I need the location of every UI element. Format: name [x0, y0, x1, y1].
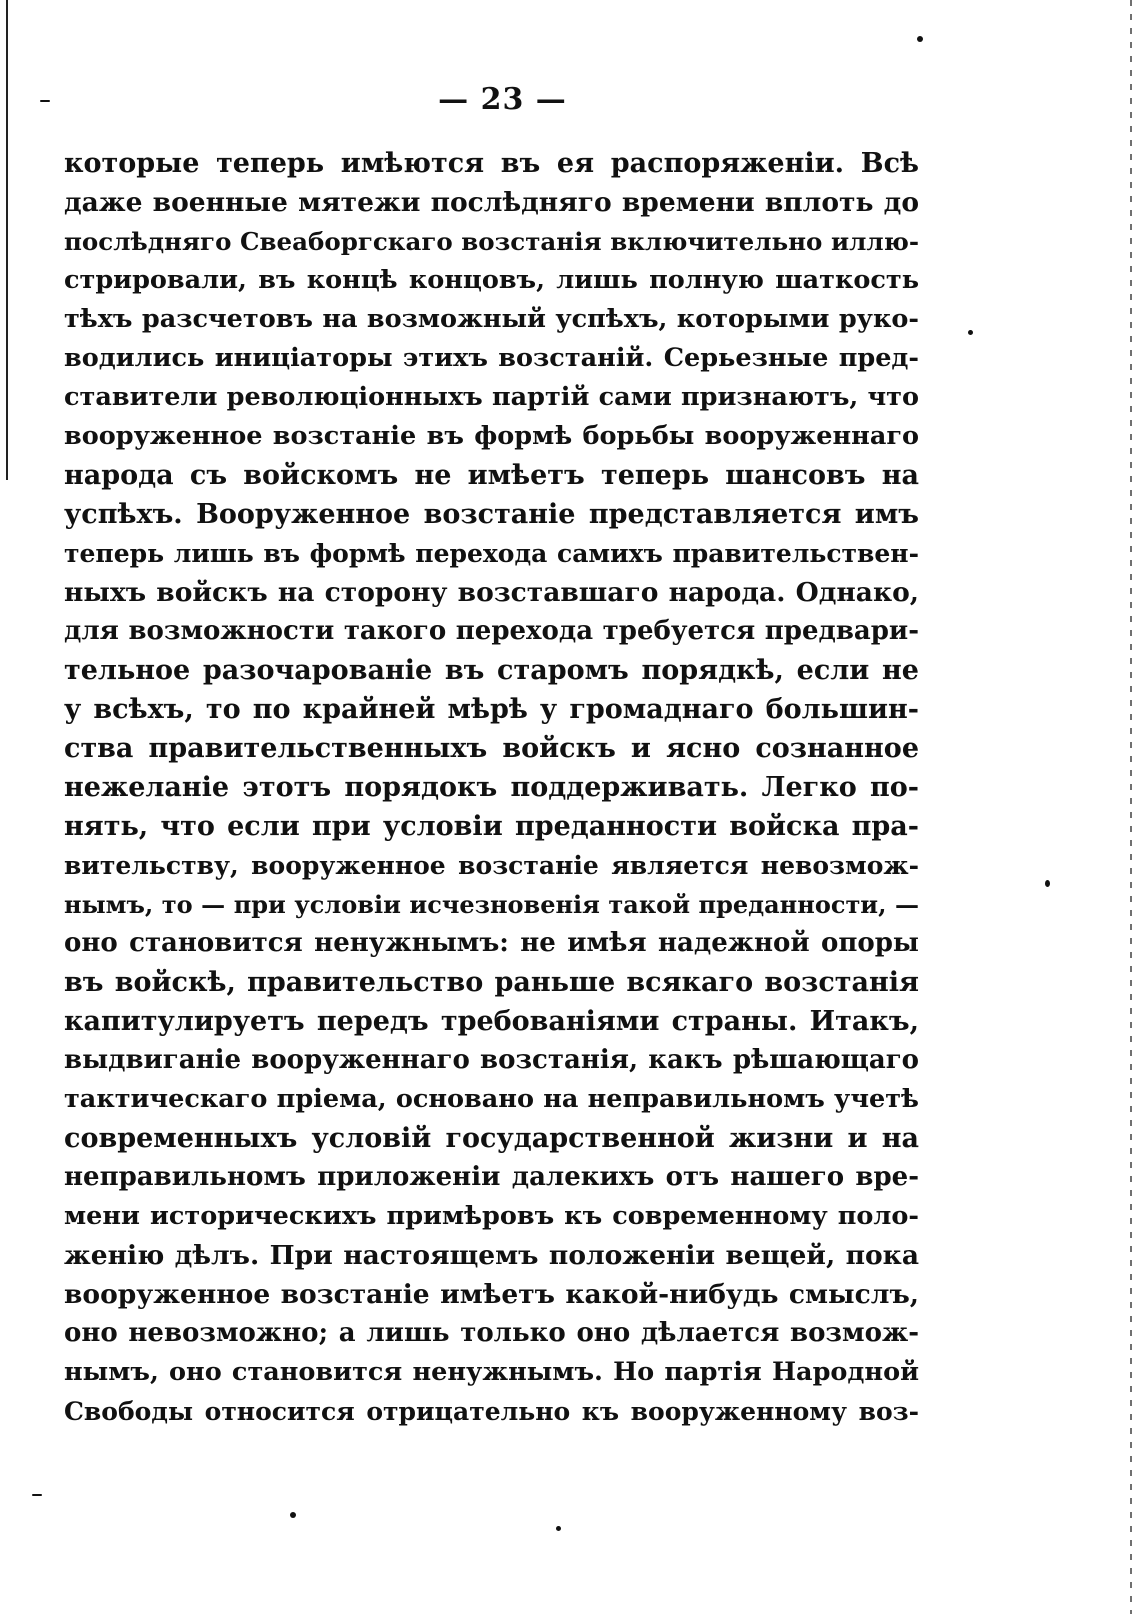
text-line: у всѣхъ, то по крайней мѣрѣ у громаднаго большин-	[64, 694, 919, 725]
text-line: стрировали, въ концѣ концовъ, лишь полную шаткость	[64, 265, 919, 295]
print-speck	[290, 1512, 296, 1518]
page-edge-right	[1130, 0, 1132, 1614]
text-line: выдвиганіе вооруженнаго возстанія, какъ рѣшающаго	[64, 1045, 919, 1075]
text-line: капитулируетъ передъ требованіями страны. Итакъ,	[64, 1006, 919, 1037]
text-line: ства правительственныхъ войскъ и ясно сознанное	[64, 733, 919, 764]
text-line: народа съ войскомъ не имѣетъ теперь шансовъ на	[64, 460, 919, 491]
text-line: которые теперь имѣются въ ея распоряженіи. Всѣ	[64, 148, 919, 179]
text-line: вительству, вооруженное возстаніе является невозмож-	[64, 851, 919, 880]
print-speck	[1045, 880, 1050, 887]
body-text	[64, 144, 919, 1431]
text-line: въ войскѣ, правительство раньше всякаго возстанія	[64, 967, 919, 998]
print-speck	[968, 330, 973, 335]
text-line: успѣхъ. Вооруженное возстаніе представляется имъ	[64, 499, 919, 530]
print-speck	[917, 36, 923, 42]
text-line: нежеланіе этотъ порядокъ поддерживать. Легко по-	[64, 772, 919, 803]
text-line: мени историческихъ примѣровъ къ современному поло-	[64, 1201, 919, 1231]
text-line: тельное разочарованіе въ старомъ порядкѣ, если не	[64, 655, 919, 686]
page-number: — 23 —	[438, 82, 567, 117]
text-line: тактическаго пріема, основано на неправильномъ учетѣ	[64, 1084, 919, 1114]
text-line: ставители революціонныхъ партій сами признаютъ, что	[64, 382, 919, 412]
text-line: нымъ, то — при условіи исчезновенія такой преданности, —	[64, 890, 919, 919]
text-line: вооруженное возстаніе въ формѣ борьбы вооруженнаго	[64, 421, 919, 451]
text-line: теперь лишь въ формѣ перехода самихъ правительствен-	[64, 539, 919, 568]
print-speck	[556, 1526, 561, 1531]
text-line: Свободы относится отрицательно къ вооруженному воз-	[64, 1397, 919, 1426]
text-line: вооруженное возстаніе имѣетъ какой-нибудь смыслъ,	[64, 1279, 919, 1310]
print-speck	[32, 1494, 42, 1496]
text-line: даже военные мятежи послѣдняго времени вплоть до	[64, 187, 919, 218]
text-line: оно невозможно; а лишь только оно дѣлается возмож-	[64, 1318, 919, 1348]
text-line: неправильномъ приложеніи далекихъ отъ нашего вре-	[64, 1162, 919, 1192]
text-line: нымъ, оно становится ненужнымъ. Но партія Народной	[64, 1357, 919, 1387]
text-line: женію дѣлъ. При настоящемъ положеніи вещей, пока	[64, 1240, 919, 1271]
text-line: современныхъ условій государственной жизни и на	[64, 1123, 919, 1154]
text-line: тѣхъ разсчетовъ на возможный успѣхъ, которыми руко-	[64, 304, 919, 334]
text-line: ныхъ войскъ на сторону возставшаго народа. Однако,	[64, 577, 919, 608]
text-line: нять, что если при условіи преданности войска пра-	[64, 811, 919, 842]
text-line: оно становится ненужнымъ: не имѣя надежной опоры	[64, 928, 919, 958]
page-edge-left	[6, 0, 8, 480]
text-line: послѣдняго Свеаборгскаго возстанія включительно иллю-	[64, 227, 919, 256]
text-line: водились иниціаторы этихъ возстаній. Серьезные пред-	[64, 343, 919, 373]
text-line: для возможности такого перехода требуется предвари-	[64, 616, 919, 646]
